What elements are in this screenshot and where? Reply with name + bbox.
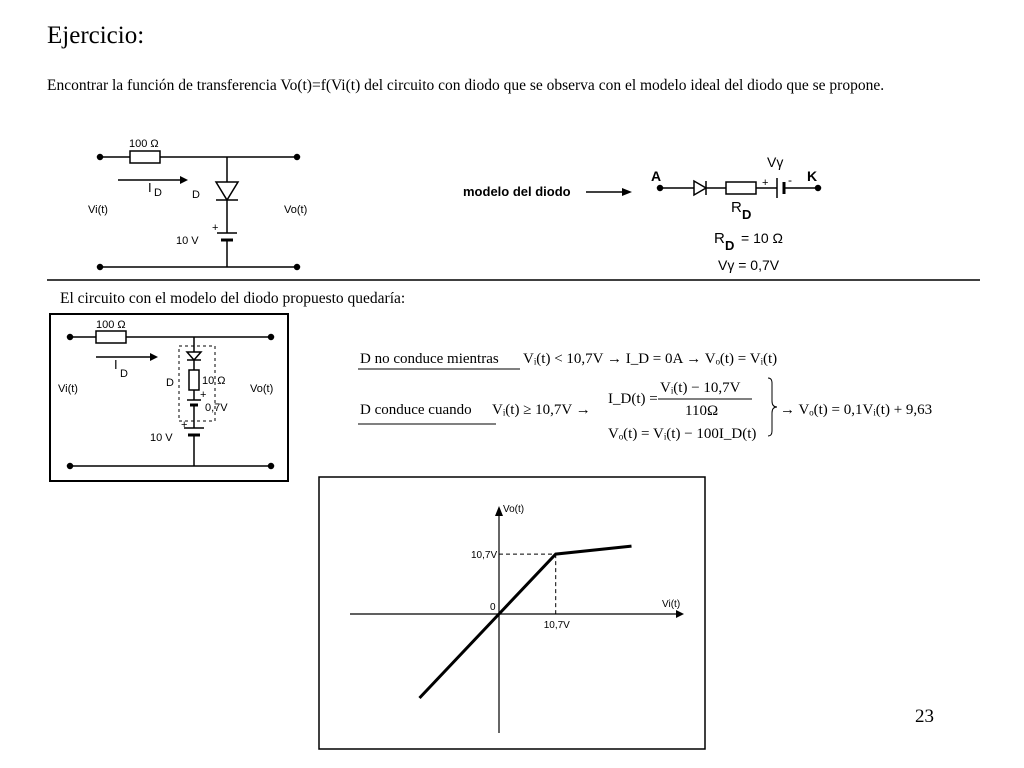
no-conduce-expr: Vᵢ(t) < 10,7V → I_D = 0A → Vₒ(t) = Vᵢ(t) — [523, 351, 778, 367]
resistor-100-ohm — [96, 331, 126, 343]
rd-value: = 10 Ω — [741, 230, 783, 246]
x-axis-label: Vi(t) — [662, 599, 681, 610]
terminal-node — [295, 155, 300, 160]
slide-title: Ejercicio: — [47, 22, 145, 49]
rd-value: 10 Ω — [202, 375, 226, 387]
vgamma-value: Vγ = 0,7V — [718, 257, 780, 273]
input-label: Vi(t) — [58, 383, 78, 395]
current-label: I — [148, 180, 152, 195]
current-sub: D — [120, 368, 128, 380]
origin-label: 0 — [490, 602, 496, 613]
current-sub: D — [154, 187, 162, 199]
diode-symbol — [216, 182, 238, 200]
rd-sub: D — [742, 207, 752, 222]
input-label: Vi(t) — [88, 204, 108, 216]
section-subtitle: El circuito con el modelo del diodo propuesto quedaría: — [60, 290, 406, 307]
plus-sign: + — [200, 389, 207, 401]
id-denominator: 110Ω — [685, 403, 719, 419]
diode-label: D — [192, 189, 200, 201]
vgamma-label: Vγ — [767, 154, 784, 170]
rd-sub: D — [725, 238, 735, 253]
id-lhs: I_D(t) = — [608, 391, 658, 407]
page-number: 23 — [915, 706, 934, 727]
circuit-with-model — [68, 331, 274, 469]
circuit-model-frame — [50, 314, 288, 481]
diode-model — [463, 154, 821, 273]
source-label: 10 V — [176, 235, 199, 247]
id-numerator: Vᵢ(t) − 10,7V — [660, 380, 741, 396]
node-k-label: K — [807, 168, 818, 184]
plus-sign: + — [212, 222, 219, 234]
resistor-100-ohm — [130, 151, 160, 163]
ideal-diode-symbol — [694, 181, 706, 195]
node-a-label: A — [651, 168, 662, 184]
x-breakpoint-label: 10,7V — [543, 620, 570, 631]
rd-resistor — [726, 182, 756, 194]
conduce-label: D conduce cuando — [360, 402, 472, 418]
conduce-condition: Vᵢ(t) ≥ 10,7V → — [492, 402, 591, 418]
y-axis-label: Vo(t) — [503, 504, 525, 515]
equations — [358, 351, 932, 442]
terminal-node — [295, 265, 300, 270]
right-brace — [768, 378, 777, 436]
output-label: Vo(t) — [284, 204, 308, 216]
no-conduce-label: D no conduce mientras — [360, 351, 499, 367]
plus-sign: + — [762, 177, 769, 189]
resistor-label: 100 Ω — [96, 319, 126, 331]
diode-label: D — [166, 377, 174, 389]
current-label: I — [114, 357, 118, 372]
terminal-node — [98, 265, 103, 270]
graph-frame — [319, 477, 705, 749]
y-breakpoint-label: 10,7V — [471, 550, 498, 562]
plus-sign: + — [181, 419, 188, 431]
resistor-label: 100 Ω — [129, 138, 159, 150]
model-caption: modelo del diodo — [463, 184, 571, 199]
vo-equation: Vₒ(t) = Vᵢ(t) − 100I_D(t) — [608, 426, 757, 442]
problem-statement: Encontrar la función de transferencia Vo(t)=f(Vi(t) del circuito con diodo que se observa con el modelo ideal del diodo que se propone. — [47, 77, 885, 94]
source-label: 10 V — [150, 432, 173, 444]
vgamma-value: 0,7V — [205, 402, 228, 414]
result-equation: → Vₒ(t) = 0,1Vᵢ(t) + 9,63 — [780, 402, 933, 418]
rd-symbol: R — [731, 199, 742, 216]
minus-sign: - — [788, 173, 792, 187]
rd-symbol: R — [714, 230, 725, 247]
output-label: Vo(t) — [250, 383, 274, 395]
circuit-original — [98, 151, 300, 270]
